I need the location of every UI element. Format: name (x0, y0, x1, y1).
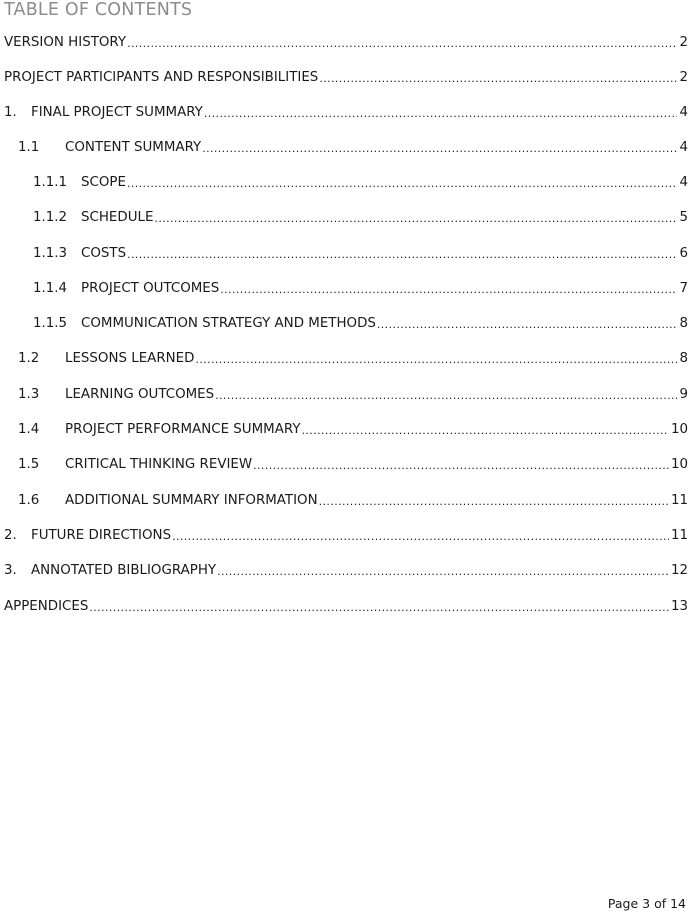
toc-entry-page: 11 (670, 528, 688, 543)
dot-leader (377, 315, 678, 335)
toc-entry-final-project-summary[interactable] (4, 103, 688, 123)
toc-entry-number: 1.3 (18, 387, 40, 402)
toc-entry-label: PROJECT OUTCOMES (81, 281, 220, 296)
toc-entry-number: 1. (4, 105, 17, 120)
dot-leader (127, 174, 678, 194)
page-number-footer: Page 3 of 14 (607, 896, 686, 911)
toc-entry-future-directions[interactable] (4, 526, 688, 546)
toc-entry-label: LEARNING OUTCOMES (65, 387, 215, 402)
toc-entry-label: PROJECT PARTICIPANTS AND RESPONSIBILITIES (4, 70, 319, 85)
dot-leader (253, 456, 669, 476)
toc-entry-label: COMMUNICATION STRATEGY AND METHODS (81, 316, 376, 331)
toc-entry-page: 2 (679, 70, 688, 85)
toc-entry-number: 1.1.1 (33, 175, 68, 190)
toc-entry-page: 6 (679, 246, 688, 261)
toc-entry-lessons-learned[interactable] (18, 349, 688, 369)
toc-entry-page: 10 (670, 457, 688, 472)
toc-entry-label: FUTURE DIRECTIONS (31, 528, 172, 543)
toc-entry-page: 13 (670, 599, 688, 614)
toc-entry-page: 9 (679, 387, 688, 402)
toc-entry-learning-outcomes[interactable] (18, 385, 688, 405)
toc-entry-page: 10 (670, 422, 688, 437)
toc-entry-page: 4 (679, 105, 688, 120)
toc-entry-number: 1.1.3 (33, 246, 68, 261)
toc-entry-page: 4 (679, 140, 688, 155)
toc-entry-label: SCHEDULE (81, 210, 154, 225)
toc-entry-page: 7 (679, 281, 688, 296)
dot-leader (172, 527, 669, 547)
dot-leader (215, 386, 677, 406)
toc-entry-number: 1.6 (18, 493, 40, 508)
toc-entry-label: PROJECT PERFORMANCE SUMMARY (65, 422, 301, 437)
dot-leader (89, 598, 669, 618)
toc-entry-page: 11 (670, 493, 688, 508)
toc-entry-page: 2 (679, 35, 688, 50)
toc-entry-communication-strategy[interactable] (33, 314, 688, 334)
toc-entry-page: 5 (679, 210, 688, 225)
dot-leader (204, 104, 678, 124)
toc-heading: TABLE OF CONTENTS (4, 0, 193, 20)
toc-entry-project-participants[interactable] (4, 68, 688, 88)
toc-entry-label: COSTS (81, 246, 127, 261)
toc-entry-appendices[interactable] (4, 597, 688, 617)
toc-entry-costs[interactable] (33, 244, 688, 264)
toc-entry-page: 8 (679, 351, 688, 366)
dot-leader (302, 421, 669, 441)
toc-entry-number: 3. (4, 563, 17, 578)
dot-leader (319, 492, 669, 512)
toc-entry-version-history[interactable] (4, 33, 688, 53)
toc-entry-scope[interactable] (33, 173, 688, 193)
toc-entry-number: 1.2 (18, 351, 40, 366)
toc-entry-number: 1.1.4 (33, 281, 68, 296)
toc-entry-page: 8 (679, 316, 688, 331)
toc-entry-number: 1.4 (18, 422, 40, 437)
toc-entry-label: SCOPE (81, 175, 126, 190)
dot-leader (154, 209, 677, 229)
toc-entry-page: 4 (679, 175, 688, 190)
toc-entry-additional-summary-information[interactable] (18, 491, 688, 511)
toc-entry-content-summary[interactable] (18, 138, 688, 158)
toc-entry-label: ADDITIONAL SUMMARY INFORMATION (65, 493, 318, 508)
toc-entry-label: FINAL PROJECT SUMMARY (31, 105, 203, 120)
toc-entry-number: 1.1.2 (33, 210, 68, 225)
dot-leader (217, 562, 669, 582)
toc-entry-label: CRITICAL THINKING REVIEW (65, 457, 253, 472)
toc-entry-project-outcomes[interactable] (33, 279, 688, 299)
toc-entry-label: CONTENT SUMMARY (65, 140, 202, 155)
toc-entry-number: 1.5 (18, 457, 40, 472)
toc-entry-number: 1.1.5 (33, 316, 68, 331)
toc-entry-annotated-bibliography[interactable] (4, 561, 688, 581)
toc-entry-project-performance-summary[interactable] (18, 420, 688, 440)
toc-entry-label: APPENDICES (4, 599, 89, 614)
toc-entry-label: ANNOTATED BIBLIOGRAPHY (31, 563, 217, 578)
toc-entry-number: 2. (4, 528, 17, 543)
toc-entry-critical-thinking-review[interactable] (18, 455, 688, 475)
toc-entry-page: 12 (670, 563, 688, 578)
dot-leader (319, 69, 677, 89)
toc-entry-label: LESSONS LEARNED (65, 351, 195, 366)
dot-leader (127, 34, 677, 54)
dot-leader (220, 280, 677, 300)
toc-entry-schedule[interactable] (33, 208, 688, 228)
dot-leader (127, 245, 677, 265)
toc-entry-number: 1.1 (18, 140, 40, 155)
dot-leader (202, 139, 677, 159)
dot-leader (195, 350, 677, 370)
toc-entry-label: VERSION HISTORY (4, 35, 127, 50)
